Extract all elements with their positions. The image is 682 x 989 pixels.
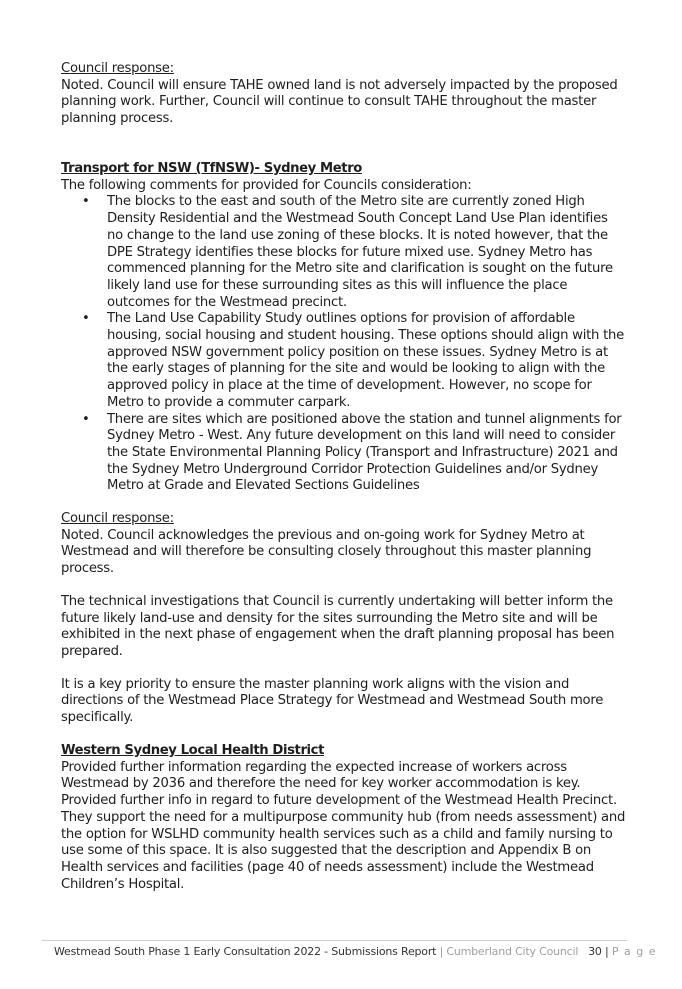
tfnsw-section bbox=[61, 161, 627, 495]
tahe-response-text: Noted. Council will ensure TAHE owned land is not adversely impacted by the proposed planning work. Further, Council will continue to consult TAHE throughout the master planning process. bbox=[61, 77, 618, 127]
footer-page-number: 30 bbox=[588, 945, 602, 958]
tfnsw-bullet-item: • The Land Use Capability Study outlines options for provision of affordable housing, social housing and student housing. These options should align with the approved NSW government policy position on these issues. Sydney Metro is at the early stages of planning for the site and would be looking to align with the approved policy in place at the time of development. However, no scope for Metro to provide a commuter carpark. bbox=[61, 311, 627, 411]
footer-report-title: Westmead South Phase 1 Early Consultation 2022 - Submissions Report bbox=[54, 945, 437, 958]
tfnsw-response-paragraph: It is a key priority to ensure the master planning work aligns with the vision and directions of the Westmead Place Strategy for Westmead and Westmead South more specifically. bbox=[61, 676, 604, 726]
wslhd-paragraph: Provided further info in regard to future development of the Westmead Health Precinct. They support the need for a multipurpose community hub (from needs assessment) and the option for WSLHD community health services such as a child and family nursing to use some of this space. It is also suggested that the description and Appendix B on Health services and facilities (page 40 of needs assessment) include the Westmead Children’s Hospital. bbox=[61, 793, 626, 892]
wslhd-paragraph: Provided further information regarding the expected increase of workers across Westmead by 2036 and therefore the need for key worker accommodation is key. bbox=[61, 759, 581, 792]
tahe-response-label: Council response: bbox=[61, 61, 174, 76]
footer-rule bbox=[42, 940, 627, 941]
wslhd-section bbox=[61, 743, 627, 893]
tfnsw-intro: The following comments for provided for Councils consideration: bbox=[61, 177, 472, 193]
tfnsw-response-paragraph: The technical investigations that Council is currently undertaking will better inform the future likely land-use and density for the sites surrounding the Metro site and will be exhibited in the next phase of engagement when the draft planning proposal has been prepared. bbox=[61, 593, 615, 659]
tahe-response-block bbox=[61, 61, 627, 128]
tfnsw-bullet-item: • The blocks to the east and south of the Metro site are currently zoned High Density Residential and the Westmead South Concept Land Use Plan identifies no change to the land use zoning of these blocks. It is noted however, that the DPE Strategy identifies these blocks for future mixed use. Sydney Metro has commenced planning for the Metro site and clarification is sought on the future likely land use for these surrounding sites as this will influence the place outcomes for the Westmead precinct. bbox=[61, 194, 627, 311]
tfnsw-response-block bbox=[61, 511, 627, 727]
tfnsw-response-label: Council response: bbox=[61, 511, 174, 526]
footer-page-separator: | bbox=[605, 945, 609, 958]
tfnsw-response-paragraph: Noted. Council acknowledges the previous and on-going work for Sydney Metro at Westmead and will therefore be consulting closely throughout this master planning process. bbox=[61, 527, 592, 577]
tfnsw-bullet-list bbox=[61, 194, 627, 495]
tfnsw-bullet-item: • There are sites which are positioned above the station and tunnel alignments for Sydney Metro - West. Any future development on this land will need to consider the State Environmental Planning Policy (Transport and Infrastructure) 2021 and the Sydney Metro Underground Corridor Protection Guidelines and/or Sydney Metro at Grade and Elevated Sections Guidelines bbox=[61, 412, 627, 496]
wslhd-heading: Western Sydney Local Health District bbox=[61, 743, 324, 758]
footer-separator: | bbox=[439, 945, 444, 958]
page-footer bbox=[54, 945, 656, 958]
tfnsw-heading: Transport for NSW (TfNSW)- Sydney Metro bbox=[61, 161, 362, 176]
footer-page-label: P a g e bbox=[611, 945, 657, 958]
footer-organisation: Cumberland City Council bbox=[446, 945, 579, 958]
